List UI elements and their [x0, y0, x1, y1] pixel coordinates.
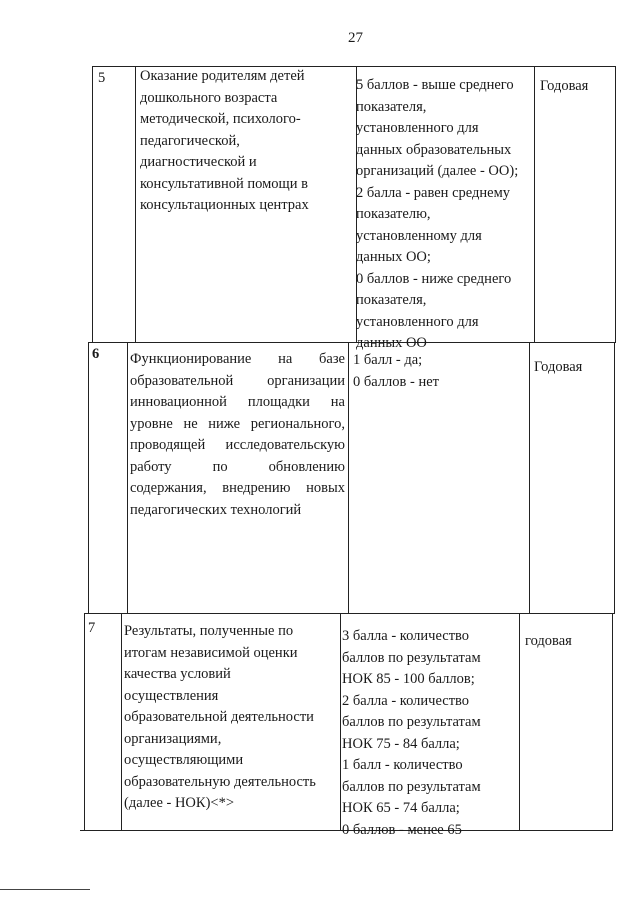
page-number: 27	[348, 30, 363, 46]
row-divider	[88, 342, 616, 343]
column-divider	[121, 613, 122, 831]
row-divider	[84, 613, 614, 614]
column-divider	[615, 66, 616, 343]
column-divider	[84, 613, 85, 831]
column-divider	[519, 613, 520, 831]
criteria-table	[78, 0, 618, 905]
column-divider	[88, 342, 89, 614]
period-text: годовая	[525, 633, 572, 649]
period-text: Годовая	[534, 359, 583, 375]
column-divider	[348, 342, 349, 614]
criterion-text: Результаты, полученные по итогам независимой оценки качества условий осуществления образовательной деятельности организациями, осуществляющими образовательную деятельность (далее - НОК)<*>	[124, 623, 316, 811]
row-number: 7	[88, 620, 96, 636]
column-divider	[135, 66, 136, 343]
column-divider	[614, 342, 615, 614]
row-number: 6	[92, 346, 100, 362]
column-divider	[612, 613, 613, 831]
column-divider	[127, 342, 128, 614]
scoring-text: 3 балла - количество баллов по результатам НОК 85 - 100 баллов; 2 балла - количество баллов по результатам НОК 75 - 84 балла; 1 балл - количество баллов по результатам НОК 65 - 74 балла; 0 баллов - менее 65	[342, 628, 481, 838]
column-divider	[340, 613, 341, 831]
column-divider	[529, 342, 530, 614]
period-text: Годовая	[540, 78, 589, 94]
criterion-text: Оказание родителям детей дошкольного возраста методической, психолого- педагогической, диагностической и консультативной помощи в консультационных центрах	[140, 68, 309, 213]
footnote-separator	[0, 889, 90, 890]
scoring-text: 5 баллов - выше среднего показателя, установленного для данных образовательных организаций (далее - ОО); 2 балла - равен среднему показателю, установленному для данных ОО; 0 баллов - ниже среднего показателя, установленного для данных ОО	[356, 77, 519, 351]
column-divider	[534, 66, 535, 343]
column-divider	[92, 66, 93, 343]
scoring-text: 1 балл - да; 0 баллов - нет	[353, 352, 439, 390]
row-number: 5	[98, 70, 106, 86]
criterion-text: Функционирование на базе образовательной организации инновационной площадки на уровне не ниже регионального, проводящей исследовательскую работу по обновлению содержания, внедрению новых педагогических технологий	[130, 351, 345, 518]
